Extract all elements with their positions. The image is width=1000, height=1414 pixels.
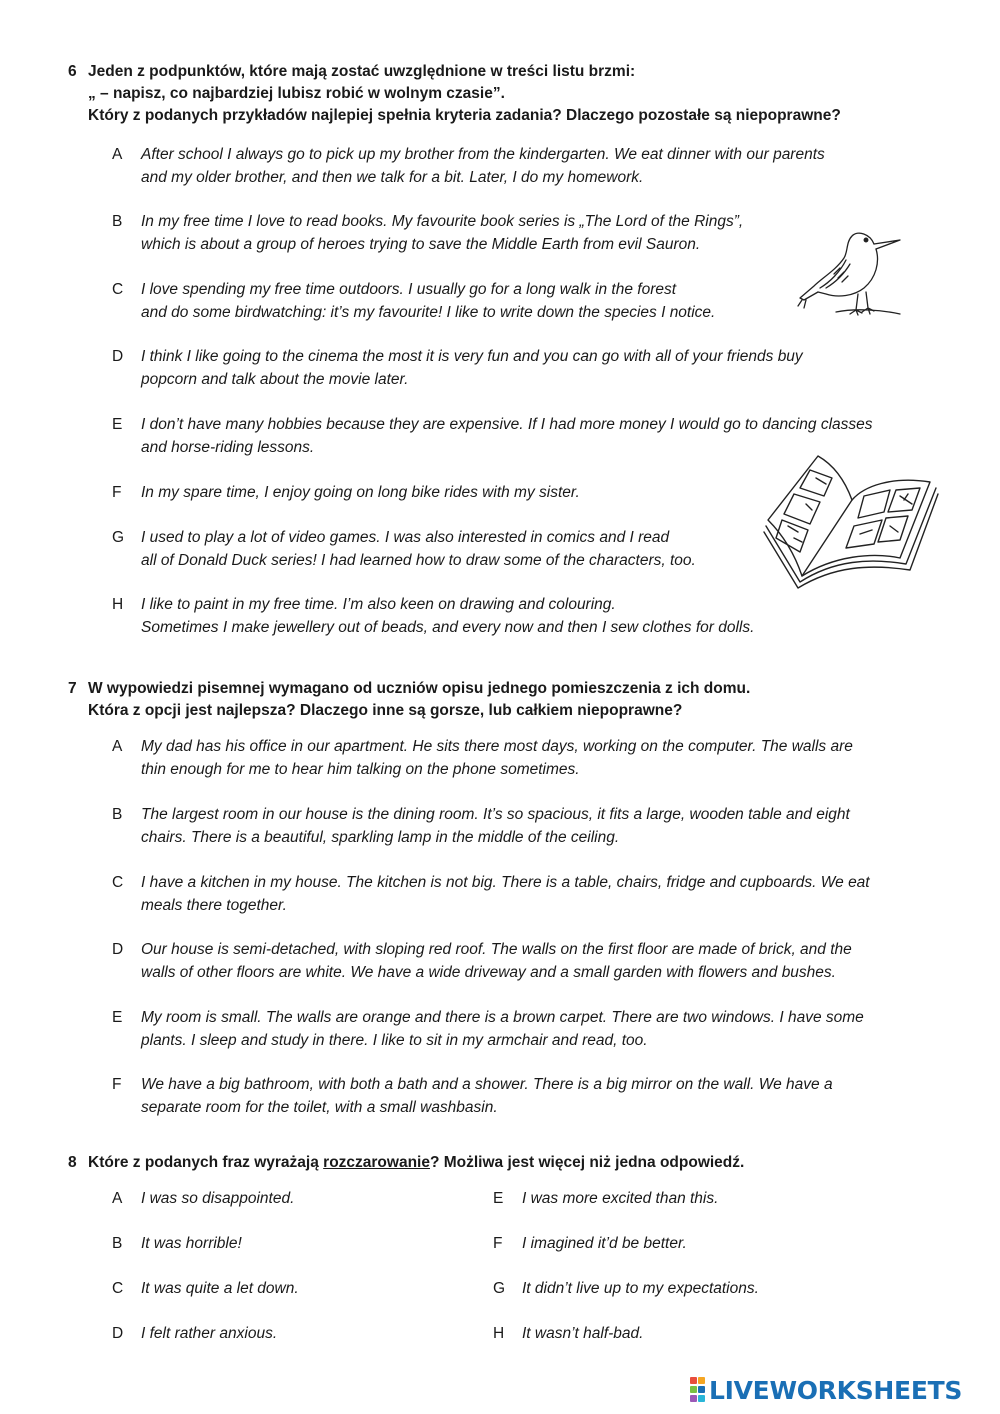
option-text-line: My room is small. The walls are orange and there is a brown carpet. There are two windows. I have some <box>141 1009 864 1026</box>
option-letter: A <box>112 146 123 163</box>
option-text-line: thin enough for me to hear him talking on the phone sometimes. <box>141 760 580 778</box>
question-6-line-2: „ – napisz, co najbardziej lubisz robić w wolnym czasie”. <box>88 85 505 102</box>
option-letter: F <box>112 1076 122 1093</box>
option-text-line: After school I always go to pick up my brother from the kindergarten. We eat dinner with our parents <box>141 146 825 163</box>
option-letter: E <box>112 1009 123 1026</box>
question-7-line-1: W wypowiedzi pisemnej wymagano od uczniów opisu jednego pomieszczenia z ich domu. <box>88 680 751 697</box>
logo-mark-icon <box>690 1377 706 1403</box>
option-text-line: and my older brother, and then we talk for a bit. Later, I do my homework. <box>141 168 644 186</box>
question-7-heading <box>68 678 750 722</box>
option-text: I was more excited than this. <box>522 1190 719 1207</box>
option-text-line: meals there together. <box>141 896 287 914</box>
question-8-underlined-word: rozczarowanie <box>323 1154 430 1171</box>
option-text-line: In my spare time, I enjoy going on long bike rides with my sister. <box>141 484 580 501</box>
comic-book-illustration <box>760 448 940 600</box>
option-text-line: I have a kitchen in my house. The kitchen is not big. There is a table, chairs, fridge and cupboards. We eat <box>141 874 870 891</box>
option-text-line: which is about a group of heroes trying to save the Middle Earth from evil Sauron. <box>141 235 701 253</box>
liveworksheets-logo <box>690 1376 962 1404</box>
option-letter: E <box>493 1190 504 1207</box>
option-text-line: I think I like going to the cinema the most it is very fun and you can go with all of your friends buy <box>141 348 803 365</box>
option-text-line: My dad has his office in our apartment. He sits there most days, working on the computer. The walls are <box>141 738 853 755</box>
option-letter: F <box>493 1235 503 1252</box>
logo-wordmark: LIVEWORKSHEETS <box>709 1375 963 1405</box>
option-text-line: I used to play a lot of video games. I was also interested in comics and I read <box>141 529 670 546</box>
option-letter: D <box>112 1325 124 1342</box>
question-number: 8 <box>68 1154 77 1171</box>
option-letter: B <box>112 213 123 230</box>
option-text: I imagined it’d be better. <box>522 1235 687 1252</box>
question-number: 7 <box>68 680 77 697</box>
option-letter: E <box>112 416 123 433</box>
option-text-line: I love spending my free time outdoors. I usually go for a long walk in the forest <box>141 281 677 298</box>
option-letter: C <box>112 874 124 891</box>
option-text-line: I like to paint in my free time. I’m also keen on drawing and colouring. <box>141 596 616 613</box>
option-text: I was so disappointed. <box>141 1190 295 1207</box>
option-text-line: We have a big bathroom, with both a bath and a shower. There is a big mirror on the wall. We have a <box>141 1076 833 1093</box>
question-8-text-before: Które z podanych fraz wyrażają <box>88 1154 324 1171</box>
option-text-line: Our house is semi-detached, with sloping red roof. The walls on the first floor are made of brick, and the <box>141 941 852 958</box>
option-text-line: walls of other floors are white. We have a wide driveway and a small garden with flowers and bushes. <box>141 963 836 981</box>
question-6-heading <box>68 61 841 127</box>
option-text: It wasn’t half-bad. <box>522 1325 644 1342</box>
question-number: 6 <box>68 63 77 80</box>
option-letter: B <box>112 1235 123 1252</box>
option-text-line: and do some birdwatching: it’s my favourite! I like to write down the species I notice. <box>141 303 716 321</box>
question-6-line-1: Jeden z podpunktów, które mają zostać uwzględnione w treści listu brzmi: <box>88 63 636 80</box>
option-letter: D <box>112 941 124 958</box>
option-text-line: and horse-riding lessons. <box>141 438 315 456</box>
question-6-line-3: Który z podanych przykładów najlepiej spełnia kryteria zadania? Dlaczego pozostałe są niepoprawne? <box>88 107 841 124</box>
question-7-line-2: Która z opcji jest najlepsza? Dlaczego inne są gorsze, lub całkiem niepoprawne? <box>88 702 683 719</box>
option-letter: C <box>112 1280 124 1297</box>
option-text-line: The largest room in our house is the dining room. It’s so spacious, it fits a large, wooden table and eight <box>141 806 850 823</box>
option-text-line: separate room for the toilet, with a small washbasin. <box>141 1098 498 1116</box>
option-text: It didn’t live up to my expectations. <box>522 1280 759 1297</box>
option-letter: B <box>112 806 123 823</box>
option-text-line: Sometimes I make jewellery out of beads, and every now and then I sew clothes for dolls. <box>141 618 755 636</box>
option-text-line: all of Donald Duck series! I had learned how to draw some of the characters, too. <box>141 551 696 569</box>
option-letter: A <box>112 738 123 755</box>
option-letter: D <box>112 348 124 365</box>
question-8-text-after: ? Możliwa jest więcej niż jedna odpowiedź. <box>429 1154 745 1171</box>
option-letter: F <box>112 484 122 501</box>
option-text-line: plants. I sleep and study in there. I like to sit in my armchair and read, too. <box>141 1031 648 1049</box>
option-text-line: popcorn and talk about the movie later. <box>141 370 409 388</box>
option-text-line: I don’t have many hobbies because they are expensive. If I had more money I would go to dancing classes <box>141 416 873 433</box>
option-letter: G <box>493 1280 506 1297</box>
option-text: I felt rather anxious. <box>141 1325 278 1342</box>
question-8-heading <box>68 1152 744 1174</box>
option-letter: A <box>112 1190 123 1207</box>
option-letter: H <box>112 596 124 613</box>
option-letter: H <box>493 1325 505 1342</box>
option-text-line: In my free time I love to read books. My favourite book series is „The Lord of the Rings”, <box>141 213 744 230</box>
option-letter: C <box>112 281 124 298</box>
option-text: It was quite a let down. <box>141 1280 299 1297</box>
option-letter: G <box>112 529 125 546</box>
option-text: It was horrible! <box>141 1235 242 1252</box>
option-text-line: chairs. There is a beautiful, sparkling lamp in the middle of the ceiling. <box>141 828 620 846</box>
bird-illustration <box>796 222 906 320</box>
